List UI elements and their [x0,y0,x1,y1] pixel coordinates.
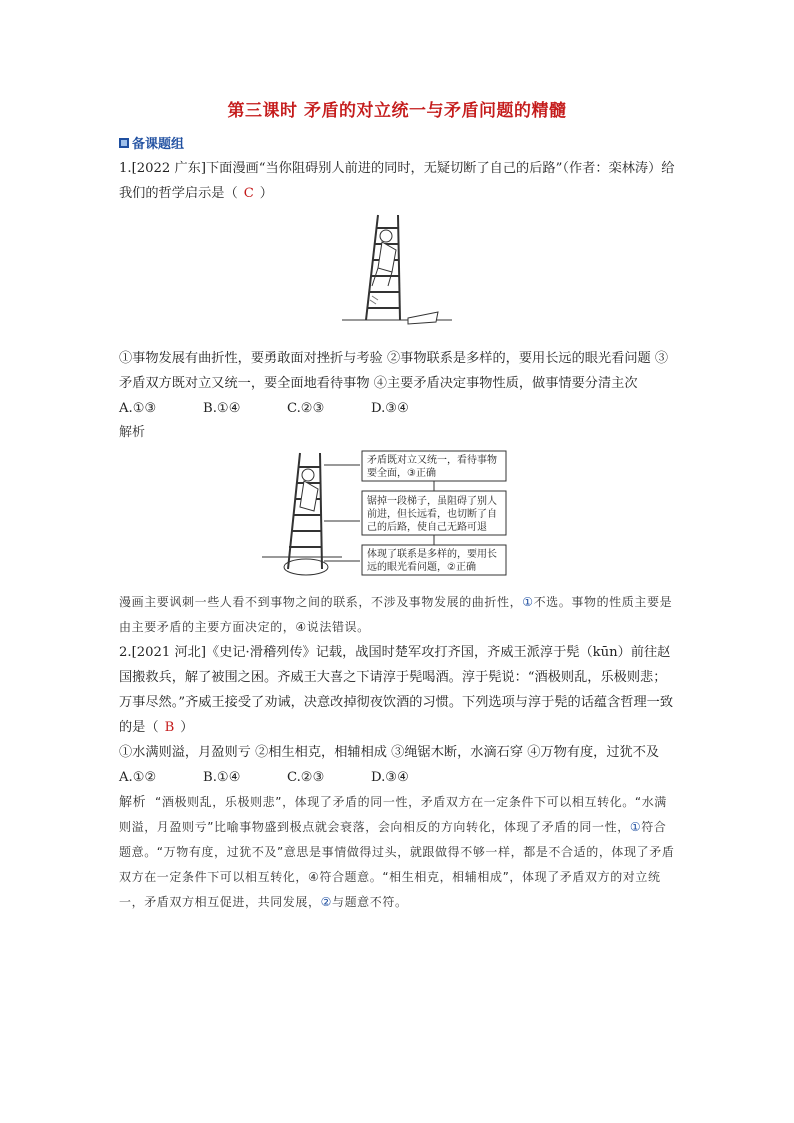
callout-3-line-2: 远的眼光看问题，②正确 [367,562,476,573]
question-2-answer: B [164,720,175,735]
callout-1-line-1: 矛盾既对立又统一，看待事物 [367,455,497,466]
question-2-explanation: 解析 “酒极则乱，乐极则悲”，体现了矛盾的同一性，矛盾双方在一定条件下可以相互转化。“水满则溢，月盈则亏”比喻事物盛到极点就会衰落，会向相反的方向转化，体现了矛盾的同一性，①符合题意。“万物有度，过犹不及”意思是事情做得过头，就跟做得不够一样，都是不合适的，体现了矛盾双方在一定条件下可以相互转化，④符合题意。“相生相克，相辅相成”，体现了矛盾双方的对立统一，矛盾双方相互促进，共同发展，②与题意不符。 [119,795,675,909]
option-d: D.③④ [371,770,409,785]
question-1-analysis-label: 解析 [119,425,146,440]
option-b: B.①④ [203,770,241,785]
question-2-options [119,765,675,790]
question-1-options [119,396,675,421]
section-square-icon [119,138,129,148]
analysis-diagram [262,449,532,584]
ladder-cartoon-image [342,210,452,340]
callout-2-line-3: 己的后路，使自己无路可退 [367,522,487,533]
callout-2-line-2: 前进，但长远看，也切断了自 [367,509,497,520]
option-d: D.③④ [371,401,409,416]
option-a: A.①② [119,770,157,785]
callout-2-line-1: 锯掉一段梯子，虽阻碍了别人 [367,496,497,507]
option-b: B.①④ [203,401,241,416]
question-1-answer: C [243,186,254,201]
question-1-explanation: 漫画主要讽刺一些人看不到事物之间的联系，不涉及事物发展的曲折性，①不选。事物的性质主要是由主要矛盾的主要方面决定的，④说法错误。 [119,595,673,634]
section-header [119,133,675,152]
question-1-stem: 1.[2022 广东]下面漫画“当你阻碍别人前进的同时，无疑切断了自己的后路”（作者：栾林涛）给我们的哲学启示是（ C ） [119,161,675,201]
question-2-statements: ①水满则溢，月盈则亏 ②相生相克，相辅相成 ③绳锯木断，水滴石穿 ④万物有度，过犹不及 [119,745,660,760]
question-2-stem: 2.[2021 河北]《史记·滑稽列传》记载，战国时楚军攻打齐国，齐威王派淳于髡（kūn）前往赵国搬救兵，解了被围之困。齐威王大喜之下请淳于髡喝酒。淳于髡说：“酒极则乱，乐极则悲；万事尽然。”齐威王接受了劝诫，决意改掉彻夜饮酒的习惯。下列选项与淳于髡的话蕴含哲理一致的是（ B ） [119,645,674,735]
option-c: C.②③ [287,401,325,416]
callout-3-line-1: 体现了联系是多样的，要用长 [367,549,497,560]
question-2-analysis-label: 解析 [119,795,147,810]
option-a: A.①③ [119,401,157,416]
page-title: 第三课时 矛盾的对立统一与矛盾问题的精髓 [227,101,567,121]
document-page [119,96,675,915]
section-label: 备课题组 [132,137,185,152]
option-c: C.②③ [287,770,325,785]
callout-1-line-2: 要全面，③正确 [367,468,436,479]
question-1-statements: ①事物发展有曲折性，要勇敢面对挫折与考验 ②事物联系是多样的，要用长远的眼光看问题 ③矛盾双方既对立又统一，要全面地看待事物 ④主要矛盾决定事物性质，做事情要分清主次 [119,351,669,391]
